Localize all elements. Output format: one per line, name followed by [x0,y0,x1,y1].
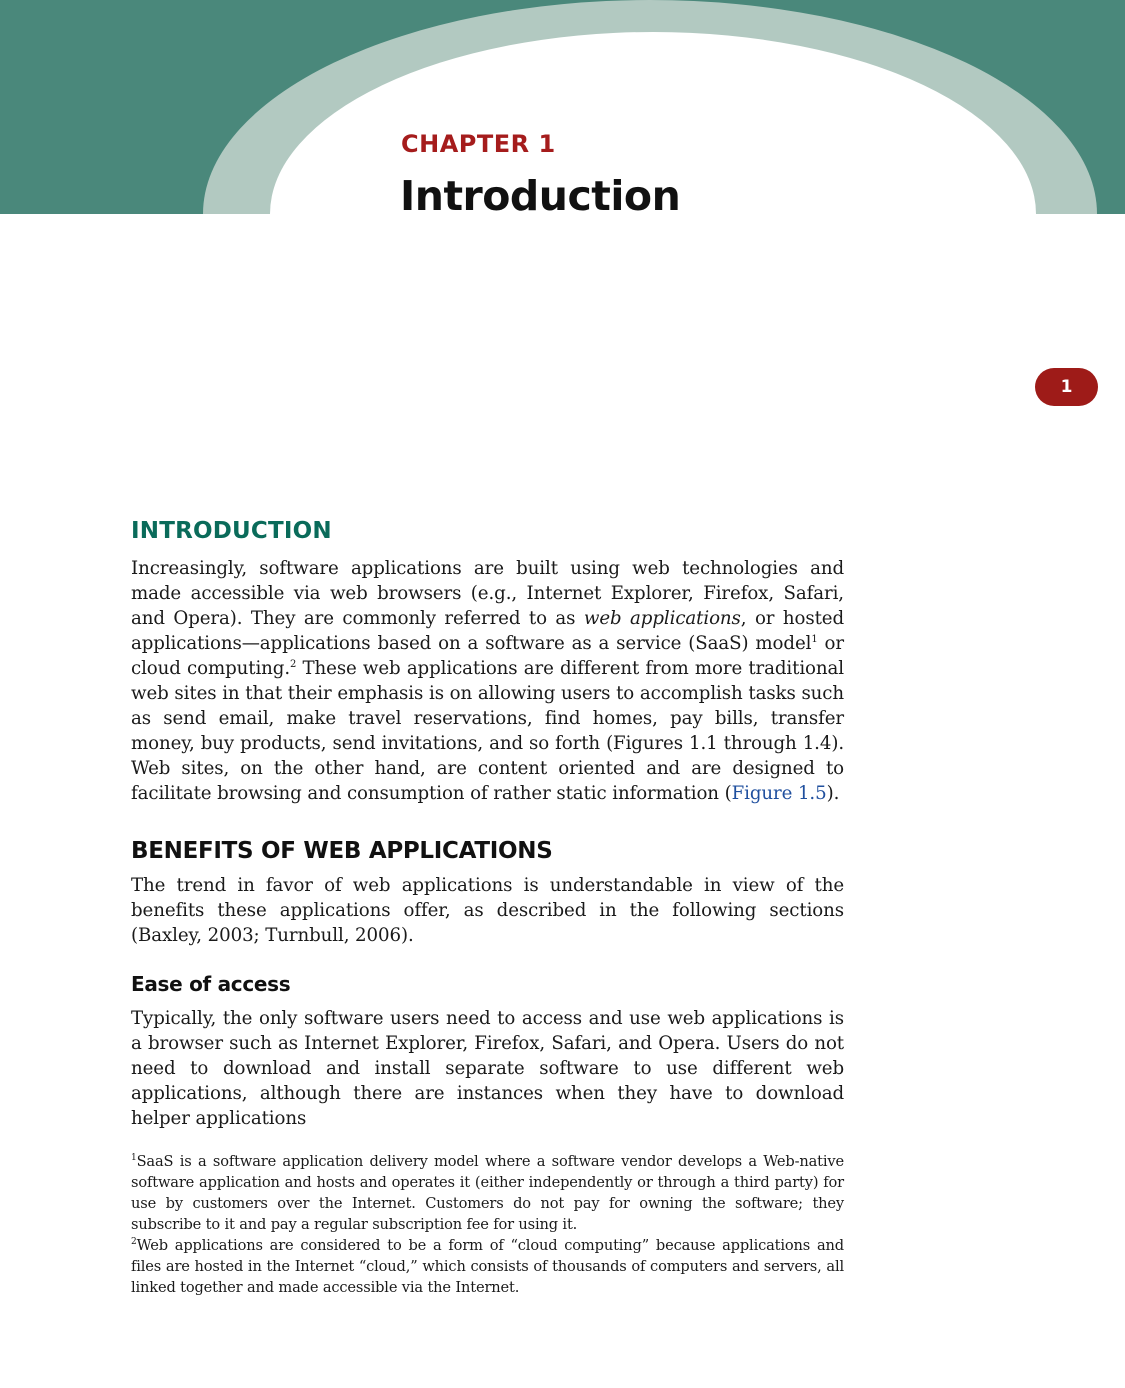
footnote-text: Web applications are considered to be a form of “cloud computing” because applications and files are hosted in the Internet “cloud,” which consists of thousands of computers and servers, all linked together and made accessible via the Internet. [131,1237,844,1296]
chapter-title: Introduction [400,172,681,220]
footnote-number: 1 [131,1153,137,1164]
ease-paragraph: Typically, the only software users need to access and use web applications is a browser such as Internet Explorer, Firefox, Safari, and Opera. Users do not need to download and install separate software to use different web applications, although there are instances when they have to download helper applications [131,1008,844,1130]
page-number-badge [1035,368,1098,406]
page-number: 1 [1060,377,1073,397]
intro-text-2: , or hosted applications—applications based on a software as a service (SaaS) model [131,607,844,654]
intro-paragraph [131,556,844,806]
subsection-heading-ease-of-access: Ease of access [131,972,291,997]
intro-text-5: ). [826,782,840,804]
footnote-1 [131,1151,844,1235]
intro-text-1: Increasingly, software applications are built using web technologies and made accessible via web browsers (e.g., Internet Explorer, Firefox, Safari, and Opera). They are commonly referred to as [131,557,844,629]
footnote-number: 2 [131,1237,137,1248]
section-heading-introduction: INTRODUCTION [131,518,332,544]
section-heading-benefits: BENEFITS OF WEB APPLICATIONS [131,837,553,864]
footnote-ref-2[interactable]: 2 [290,658,297,670]
footnote-text: SaaS is a software application delivery model where a software vendor develops a Web-native software application and hosts and operates it (either independently or through a third party) for use by customers over the Internet. Customers do not pay for owning the software; they subscribe to it and pay a regular subscription fee for using it. [131,1153,844,1233]
main-content [131,518,844,1131]
intro-text-3: or cloud computing. [131,632,844,679]
intro-term-web-applications: web applications [583,607,741,629]
footnote-ref-1[interactable]: 1 [811,633,818,645]
intro-text-4: These web applications are different from more traditional web sites in that their emphasis is on allowing users to accomplish tasks such as send email, make travel reservations, find homes, pay bills, transfer money, buy products, send invitations, and so forth (Figures 1.1 through 1.4). Web sites, on the other hand, are content oriented and are designed to facilitate browsing and consumption of rather static information ( [131,657,844,804]
footnote-2 [131,1235,844,1298]
benefits-paragraph: The trend in favor of web applications is understandable in view of the benefits these applications offer, as described in the following sections (Baxley, 2003; Turnbull, 2006). [131,875,844,947]
chapter-label: CHAPTER 1 [401,130,556,158]
footnotes [131,1151,844,1298]
figure-link[interactable]: Figure 1.5 [731,782,827,804]
